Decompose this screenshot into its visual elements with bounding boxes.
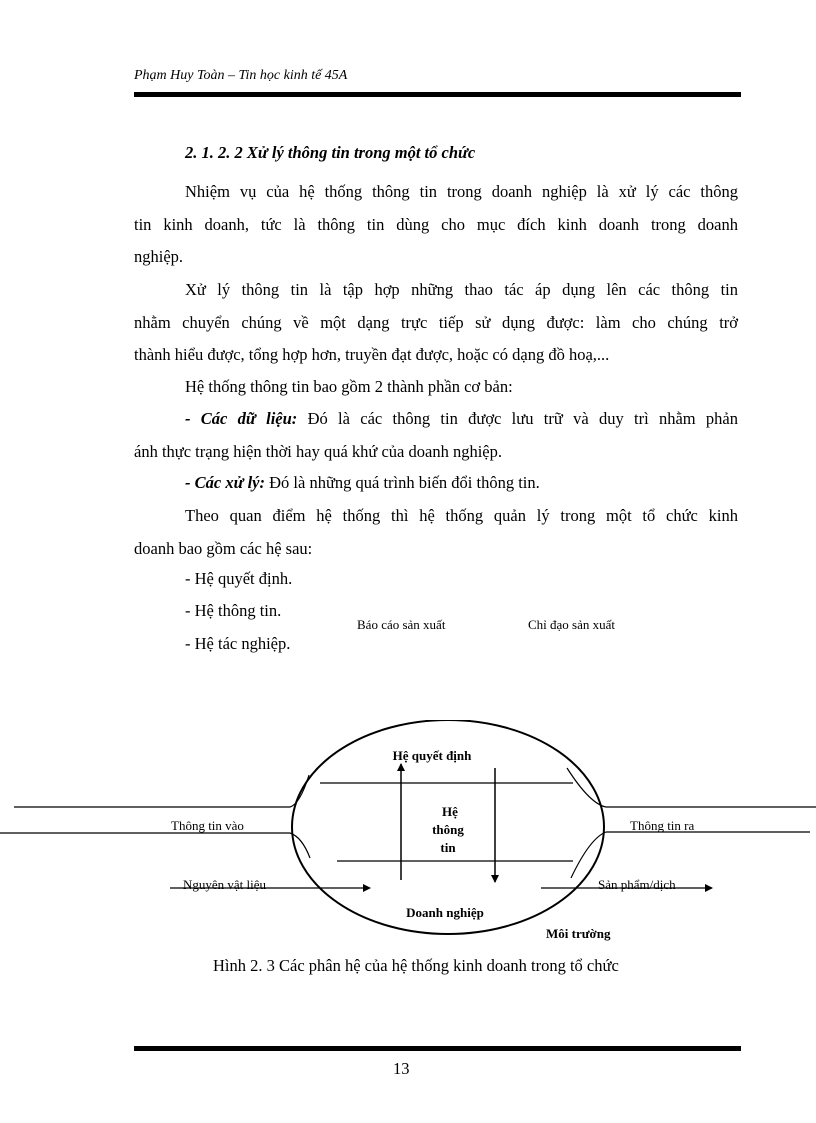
paragraph-4 xyxy=(134,403,738,468)
term-processing: - Các xử lý: xyxy=(185,473,265,492)
label-production-report: Báo cáo sản xuất xyxy=(357,617,446,632)
paragraph-3 xyxy=(134,371,738,404)
label-info-system-1: Hệ xyxy=(442,804,458,819)
term-data: - Các dữ liệu: xyxy=(185,409,298,428)
paragraph-line xyxy=(134,467,738,500)
paragraph-1 xyxy=(134,176,738,274)
label-info-system-3: tin xyxy=(440,840,456,855)
paragraph-line: Nhiệm vụ của hệ thống thông tin trong doanh nghiệp là xử lý các thông xyxy=(185,182,738,201)
label-environment: Môi trường xyxy=(546,926,611,941)
label-raw-materials: Nguyên vật liệu xyxy=(183,877,267,892)
label-info-out: Thông tin ra xyxy=(630,818,695,833)
info-out-bottom-curve xyxy=(571,832,606,878)
list-item: - Hệ quyết định. xyxy=(185,569,293,588)
paragraph-6 xyxy=(134,500,738,565)
list-item: - Hệ tác nghiệp. xyxy=(185,634,291,653)
paragraph-line: tin kinh doanh, tức là thông tin dùng cho mục đích kinh doanh trong doanh xyxy=(134,214,738,234)
header-text: Phạm Huy Toàn – Tin học kinh tế 45A xyxy=(134,68,348,83)
label-products: Sản phẩm/dịch xyxy=(598,877,676,892)
business-system-diagram xyxy=(0,720,816,945)
paragraph-line: Theo quan điểm hệ thống thì hệ thống quản lý trong một tổ chức kinh xyxy=(185,506,738,525)
header-rule xyxy=(134,92,741,97)
label-info-in: Thông tin vào xyxy=(171,818,244,833)
paragraph-5 xyxy=(134,467,738,500)
paragraph-line: nhằm chuyển chúng về một dạng trực tiếp sử dụng được: làm cho chúng trở xyxy=(134,312,738,332)
page-number: 13 xyxy=(393,1059,410,1078)
label-production-direction: Chỉ đạo sản xuất xyxy=(528,617,616,632)
paragraph-line: doanh bao gồm các hệ sau: xyxy=(134,538,313,558)
label-enterprise: Doanh nghiệp xyxy=(406,905,484,920)
paragraph-2 xyxy=(134,274,738,372)
paragraph-line: Xử lý thông tin là tập hợp những thao tác áp dụng lên các thông tin xyxy=(185,280,738,299)
footer-rule xyxy=(134,1046,741,1051)
paragraph-line xyxy=(134,403,738,436)
paragraph-line: thành hiểu được, tổng hợp hơn, truyền đạt được, hoặc có dạng đồ hoạ,... xyxy=(134,345,610,364)
label-decision-system: Hệ quyết định xyxy=(392,748,472,763)
paragraph-line: Hệ thống thông tin bao gồm 2 thành phần cơ bản: xyxy=(185,377,513,396)
term-definition: Đó là các thông tin được lưu trữ và duy trì nhằm phản xyxy=(297,409,738,428)
list-item: - Hệ thông tin. xyxy=(185,601,282,620)
term-definition: Đó là những quá trình biến đổi thông tin. xyxy=(265,473,540,492)
figure-caption: Hình 2. 3 Các phân hệ của hệ thống kinh doanh trong tổ chức xyxy=(213,956,619,975)
info-in-top-curve xyxy=(290,775,309,807)
section-heading: 2. 1. 2. 2 Xử lý thông tin trong một tổ chức xyxy=(185,143,476,162)
paragraph-line: nghiệp. xyxy=(134,247,184,266)
paragraph-line: ánh thực trạng hiện thời hay quá khứ của doanh nghiệp. xyxy=(134,441,502,461)
label-info-system-2: thông xyxy=(432,822,464,837)
